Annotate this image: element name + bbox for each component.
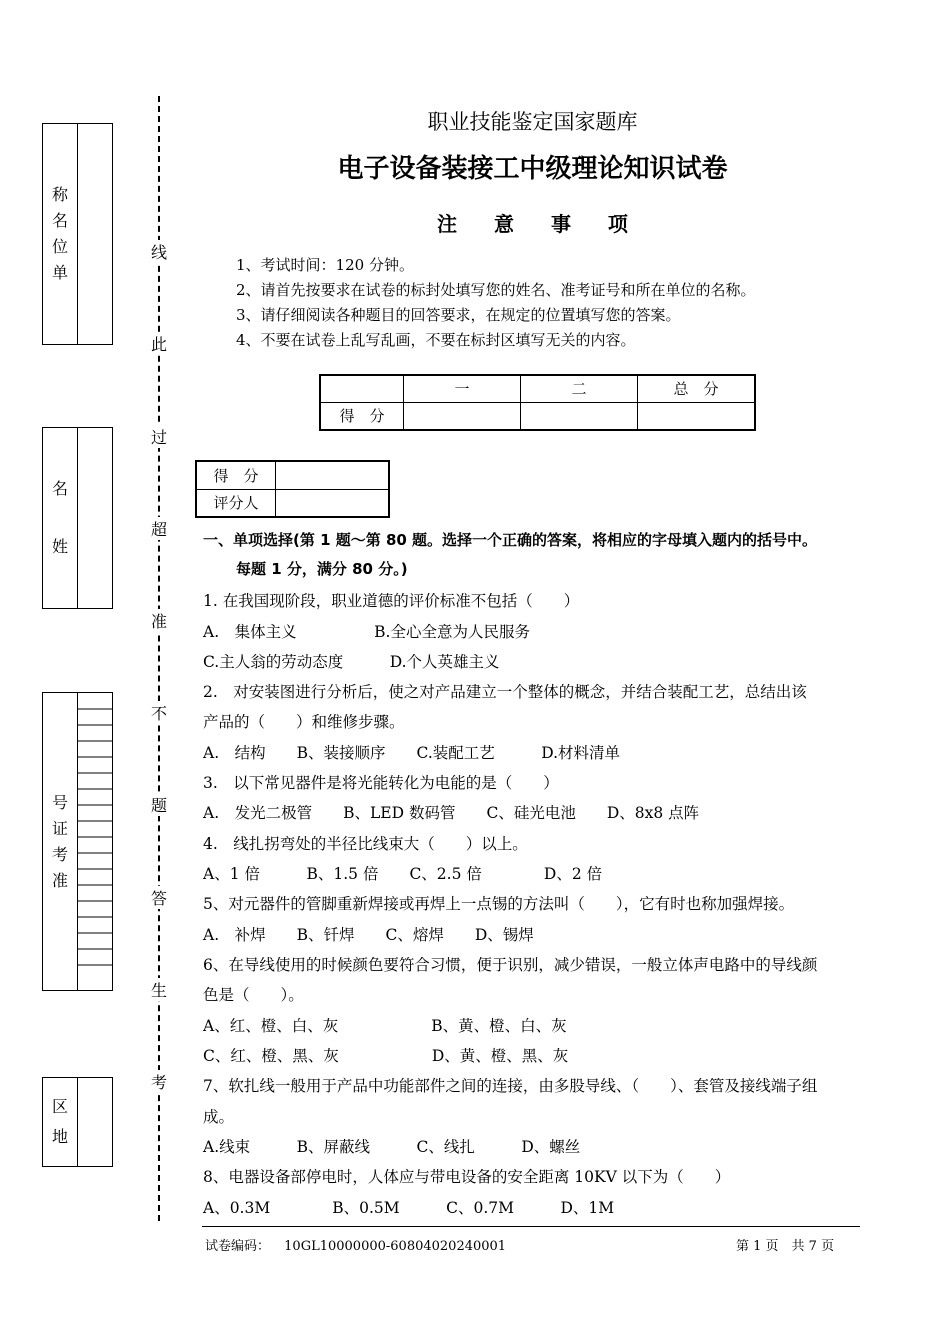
notice-item: 4、不要在试卷上乱写乱画，不要在标封区填写无关的内容。	[236, 331, 636, 349]
name-label: 名 姓	[51, 479, 68, 556]
cut-char: 考	[148, 1070, 170, 1093]
id-label: 号 证 考 准	[51, 792, 68, 890]
cut-char: 过	[148, 425, 170, 448]
exam-code	[205, 1235, 506, 1254]
question-text: 7、软扎线一般用于产品中功能部件之间的连接，由多股导线、（ ）、套管及接线端子组	[203, 1077, 818, 1095]
question-text: 1. 在我国现阶段，职业道德的评价标准不包括（ ）	[203, 592, 580, 610]
score-col-header: 二	[521, 375, 638, 402]
name-seal-box	[42, 427, 113, 609]
name-input-area[interactable]	[77, 428, 112, 608]
question-options: A、0.3M B、0.5M C、0.7M D、1M	[203, 1199, 615, 1217]
id-input-grid[interactable]	[77, 693, 112, 990]
grader-name-cell[interactable]	[276, 489, 390, 517]
cut-char: 答	[148, 886, 170, 909]
grader-table	[195, 460, 390, 518]
exam-code-value: 10GL10000000-60804020240001	[284, 1239, 507, 1254]
question-options: C、红、橙、黑、灰 D、黄、橙、黑、灰	[203, 1047, 569, 1065]
question-text: 3. 以下常见器件是将光能转化为电能的是（ ）	[203, 774, 559, 792]
notice-item: 3、请仔细阅读各种题目的回答要求，在规定的位置填写您的答案。	[236, 306, 681, 324]
question-options: A. 发光二极管 B、LED 数码管 C、硅光电池 D、8x8 点阵	[203, 804, 700, 822]
question-text: 6、在导线使用的时候颜色要符合习惯，便于识别，减少错误，一般立体声电路中的导线颜	[203, 956, 818, 974]
notice-item: 2、请首先按要求在试卷的标封处填写您的姓名、准考证号和所在单位的名称。	[236, 281, 756, 299]
question-options: A、红、橙、白、灰 B、黄、橙、白、灰	[203, 1017, 567, 1035]
question-text: 5、对元器件的管脚重新焊接或再焊上一点锡的方法叫（ ），它有时也称加强焊接。	[203, 895, 795, 913]
score-cell[interactable]	[638, 402, 756, 430]
unit-input-area[interactable]	[77, 124, 112, 344]
region-seal-box	[42, 1077, 113, 1167]
region-input-area[interactable]	[77, 1078, 112, 1166]
cut-char: 准	[148, 609, 170, 632]
score-row-label: 得 分	[320, 402, 404, 430]
grader-name-label: 评分人	[196, 489, 276, 517]
question-text: 成。	[203, 1108, 235, 1126]
seal-cut-line	[158, 96, 160, 1221]
unit-seal-box	[42, 123, 113, 345]
cut-char: 超	[148, 517, 170, 540]
question-options: A. 集体主义 B.全心全意为人民服务	[203, 623, 530, 641]
exam-title: 电子设备装接工中级理论知识试卷	[337, 154, 728, 184]
score-col-header: 一	[404, 375, 521, 402]
question-options: A、1 倍 B、1.5 倍 C、2.5 倍 D、2 倍	[203, 865, 603, 883]
exam-code-label: 试卷编码：	[205, 1239, 271, 1254]
page-number: 第 1 页 共 7 页	[736, 1239, 835, 1254]
question-options: A. 结构 B、装接顺序 C.装配工艺 D.材料清单	[203, 744, 621, 762]
question-text: 色是（ ）。	[203, 986, 304, 1004]
section-heading: 一、单项选择(第 1 题～第 80 题。选择一个正确的答案，将相应的字母填入题内的括号中。	[203, 531, 818, 549]
score-summary-table	[319, 374, 756, 431]
unit-label: 称 名 位 单	[51, 185, 68, 282]
question-text: 产品的（ ）和维修步骤。	[203, 713, 405, 731]
id-seal-box	[42, 692, 113, 991]
notice-item: 1、考试时间：120 分钟。	[236, 256, 414, 274]
notice-title: 注 意 事 项	[437, 212, 628, 236]
cut-char: 题	[148, 793, 170, 816]
score-cell[interactable]	[521, 402, 638, 430]
grader-score-label: 得 分	[196, 461, 276, 489]
question-options: A. 补焊 B、钎焊 C、熔焊 D、锡焊	[203, 926, 534, 944]
question-options: C.主人翁的劳动态度 D.个人英雄主义	[203, 653, 500, 671]
question-options: A.线束 B、屏蔽线 C、线扎 D、螺丝	[203, 1138, 581, 1156]
score-cell[interactable]	[404, 402, 521, 430]
question-bank-title: 职业技能鉴定国家题库	[427, 110, 638, 134]
question-text: 2. 对安装图进行分析后，使之对产品建立一个整体的概念，并结合装配工艺，总结出该	[203, 683, 807, 701]
cut-char: 不	[148, 701, 170, 724]
score-col-header: 总 分	[638, 375, 756, 402]
footer-rule	[202, 1226, 860, 1227]
cut-char: 此	[148, 332, 170, 355]
grader-score-cell[interactable]	[276, 461, 390, 489]
region-label: 区 地	[51, 1097, 68, 1146]
cut-char: 生	[148, 978, 170, 1001]
section-heading-cont: 每题 1 分，满分 80 分。)	[236, 560, 408, 578]
question-text: 4. 线扎拐弯处的半径比线束大（ ）以上。	[203, 835, 528, 853]
cut-char: 线	[148, 240, 170, 263]
question-text: 8、电器设备部停电时，人体应与带电设备的安全距离 10KV 以下为（ ）	[203, 1168, 731, 1186]
